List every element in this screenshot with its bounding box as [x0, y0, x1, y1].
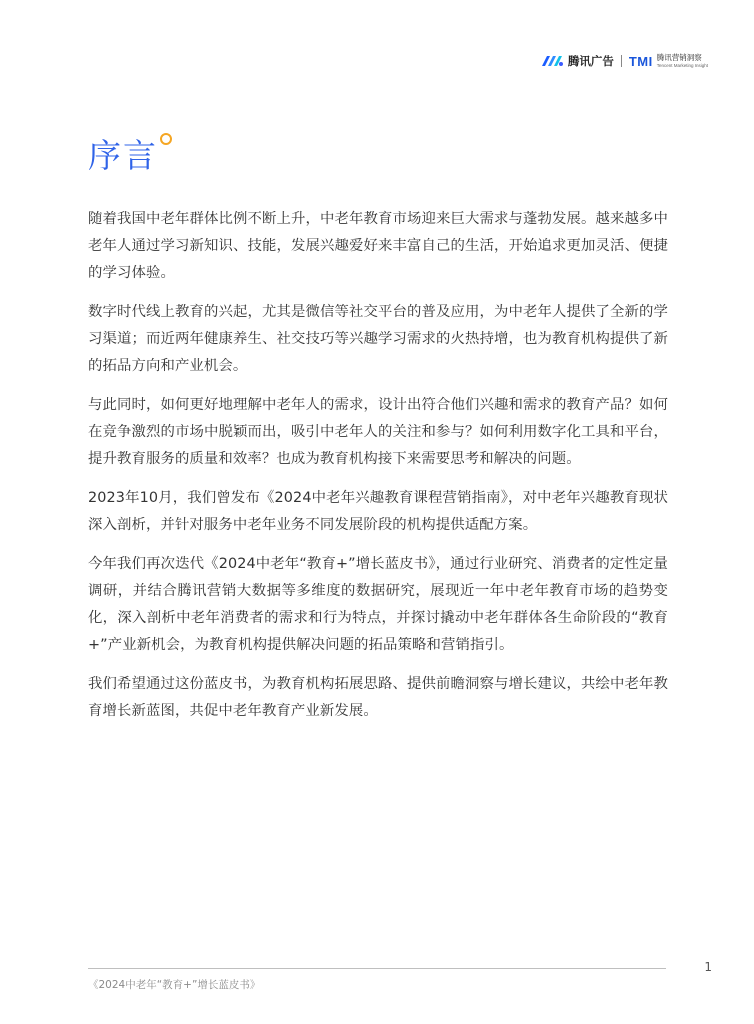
paragraph-4: 2023年10月，我们曾发布《2024中老年兴趣教育课程营销指南》，对中老年兴趣教育现状深入剖析，并针对服务中老年业务不同发展阶段的机构提供适配方案。 [88, 490, 668, 533]
footer-doc-title: 《2024中老年“教育+”增长蓝皮书》 [88, 979, 261, 991]
paragraph-2: 数字时代线上教育的兴起，尤其是微信等社交平台的普及应用，为中老年人提供了全新的学习渠道；而近两年健康养生、社交技巧等兴趣学习需求的火热持增，也为教育机构提供了新的拓品方向和产业机会。 [88, 304, 668, 374]
tmi-brand [629, 54, 708, 69]
tmi-cn-name: 腾讯营销洞察 [656, 53, 702, 62]
tmi-logo-icon: TMI [628, 53, 653, 69]
paragraph-5: 今年我们再次迭代《2024中老年“教育+”增长蓝皮书》，通过行业研究、消费者的定性定量调研，并结合腾讯营销大数据等多维度的数据研究，展现近一年中老年教育市场的趋势变化，深入剖析中老年消费者的需求和行为特点，并探讨撬动中老年群体各生命阶段的“教育+”产业新机会，为教育机构提供解决问题的拓品策略和营销指引。 [88, 556, 668, 653]
tencent-ads-brand-name: 腾讯广告 [567, 54, 614, 68]
header-logos [542, 50, 708, 72]
tmi-en-name: Tencent Marketing Insight [656, 62, 708, 68]
paragraph-1: 随着我国中老年群体比例不断上升，中老年教育市场迎来巨大需求与蓬勃发展。越来越多中老年人通过学习新知识、技能，发展兴趣爱好来丰富自己的生活，开始追求更加灵活、便捷的学习体验。 [88, 211, 668, 281]
header-divider [621, 55, 622, 67]
page-title: 序言 [88, 136, 158, 175]
tencent-ads-logo-icon [542, 52, 564, 71]
tmi-subtitle [657, 54, 708, 68]
paragraph-6: 我们希望通过这份蓝皮书，为教育机构拓展思路、提供前瞻洞察与增长建议，共绘中老年教育增长新蓝图，共促中老年教育产业新发展。 [88, 676, 668, 719]
footer-divider [88, 968, 666, 969]
title-accent-ring [160, 133, 172, 145]
paragraph-3: 与此同时，如何更好地理解中老年人的需求，设计出符合他们兴趣和需求的教育产品？如何在竞争激烈的市场中脱颖而出，吸引中老年人的关注和参与？如何利用数字化工具和平台，提升教育服务的质量和效率？也成为教育机构接下来需要思考和解决的问题。 [88, 397, 668, 467]
page-number: 1 [704, 960, 712, 974]
tencent-ads-brand [542, 52, 614, 71]
title-block [88, 136, 158, 176]
preface-body [88, 206, 668, 737]
